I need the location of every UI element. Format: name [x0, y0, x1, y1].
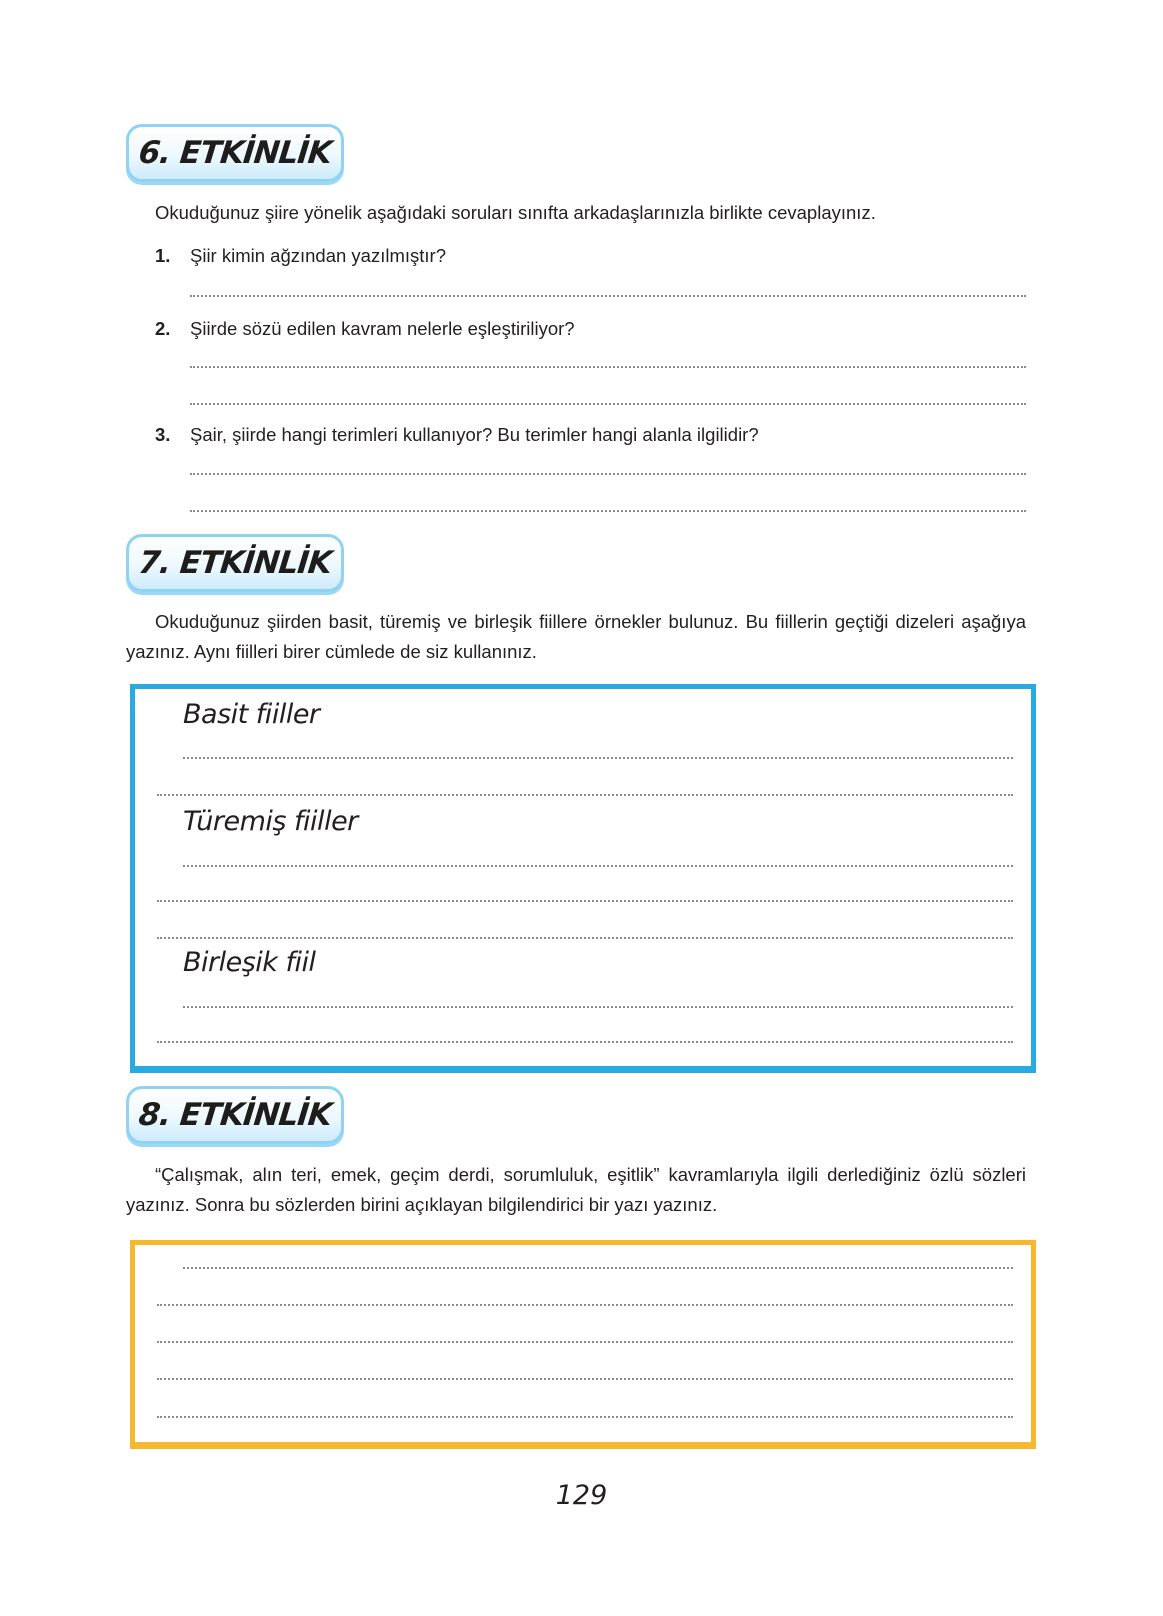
answer-line[interactable]: [190, 403, 1026, 405]
activity-7-title: 7. ETKİNLİK: [136, 545, 334, 581]
basic-verbs-label: Basit fiiller: [183, 699, 320, 730]
answer-line[interactable]: [157, 1378, 1013, 1380]
answer-line[interactable]: [157, 937, 1013, 939]
derived-verbs-label: Türemiş fiiller: [183, 806, 358, 837]
answer-line[interactable]: [183, 1267, 1013, 1269]
answer-line[interactable]: [157, 794, 1013, 796]
activity-8-intro: “Çalışmak, alın teri, emek, geçim derdi, sorumluluk, eşitlik” kavramlarıyla ilgili derlediğiniz özlü sözleri yazınız. Sonra bu sözlerden birini açıklayan bilgilendirici bir yazı yazınız.: [126, 1164, 1026, 1215]
question-2-text: Şiirde sözü edilen kavram nelerle eşleştiriliyor?: [190, 318, 575, 339]
answer-line[interactable]: [157, 1041, 1013, 1043]
compound-verb-label: Birleşik fiil: [183, 947, 316, 978]
answer-line[interactable]: [183, 757, 1013, 759]
question-2-number: 2.: [155, 318, 171, 339]
question-3-number: 3.: [155, 424, 171, 445]
answer-line[interactable]: [157, 1341, 1013, 1343]
question-1-text: Şiir kimin ağzından yazılmıştır?: [190, 245, 447, 266]
activity-7-intro: Okuduğunuz şiirden basit, türemiş ve birleşik fiillere örnekler bulunuz. Bu fiillerin geçtiği dizeleri aşağıya yazınız. Aynı fiilleri birer cümlede de siz kullanınız.: [126, 611, 1026, 662]
question-1-number: 1.: [155, 245, 171, 266]
verbs-answer-box: [130, 684, 1036, 1073]
answer-line[interactable]: [190, 295, 1026, 297]
question-3-text: Şair, şiirde hangi terimleri kullanıyor? Bu terimler hangi alanla ilgilidir?: [190, 424, 759, 445]
answer-line[interactable]: [157, 900, 1013, 902]
activity-6-badge: [126, 124, 344, 182]
activity-8-badge: [126, 1086, 344, 1144]
answer-line[interactable]: [183, 865, 1013, 867]
answer-line[interactable]: [157, 1304, 1013, 1306]
activity-6-title: 6. ETKİNLİK: [136, 135, 334, 171]
activity-6-intro: Okuduğunuz şiire yönelik aşağıdaki soruları sınıfta arkadaşlarınızla birlikte cevaplayınız.: [155, 202, 876, 223]
quotes-answer-box: [130, 1240, 1036, 1449]
page-number: 129: [555, 1480, 608, 1511]
activity-8-title: 8. ETKİNLİK: [136, 1097, 334, 1133]
answer-line[interactable]: [157, 1416, 1013, 1418]
answer-line[interactable]: [190, 366, 1026, 368]
activity-7-badge: [126, 534, 344, 592]
answer-line[interactable]: [183, 1006, 1013, 1008]
answer-line[interactable]: [190, 510, 1026, 512]
answer-line[interactable]: [190, 473, 1026, 475]
